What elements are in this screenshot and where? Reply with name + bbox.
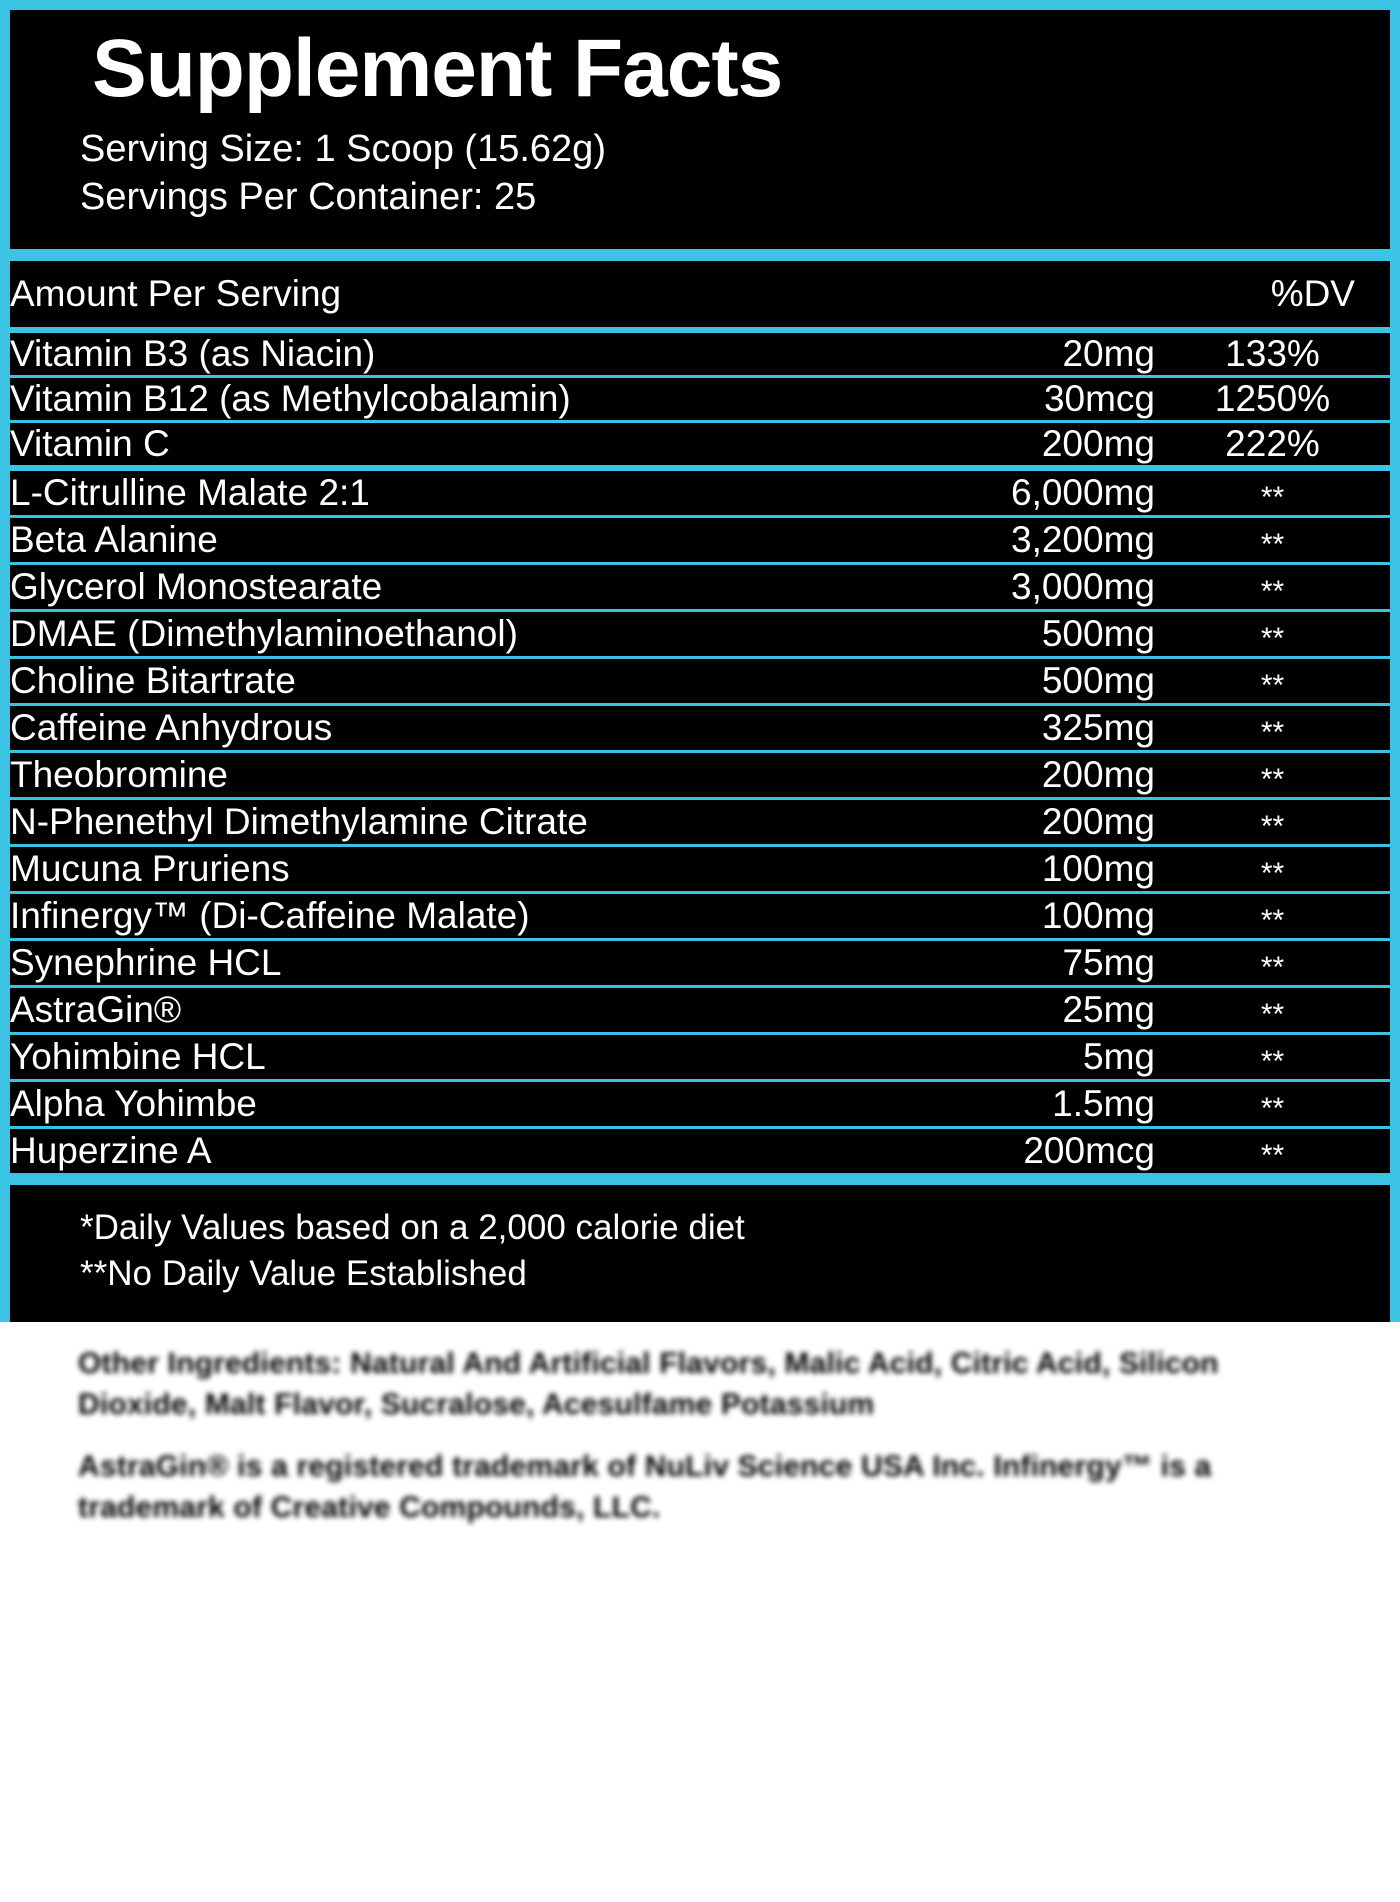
footnote-no-dv: **No Daily Value Established [80,1253,527,1293]
ingredient-amount: 75mg [1062,942,1155,984]
table-row [10,846,1390,893]
ingredient-amount: 500mg [1041,613,1155,655]
table-row [10,330,1390,377]
ingredient-dv: ** [1260,951,1285,985]
ingredient-dv: ** [1260,528,1285,562]
ingredient-dv: ** [1260,575,1285,609]
ingredient-dv: ** [1260,857,1285,891]
ingredient-name: Vitamin C [10,423,170,465]
ingredient-name: AstraGin® [10,989,182,1031]
ingredient-dv: ** [1260,998,1285,1032]
ingredient-dv: 1250% [1214,378,1331,420]
ingredient-name: N-Phenethyl Dimethylamine Citrate [10,801,588,843]
ingredient-dv: ** [1260,622,1285,656]
ingredient-amount: 3,200mg [1011,519,1155,561]
table-row [10,422,1390,469]
ingredient-amount: 30mcg [1043,378,1155,420]
table-row [10,377,1390,422]
ingredient-name: L-Citrulline Malate 2:1 [10,472,370,514]
ingredient-amount: 200mg [1041,423,1155,465]
serving-size: Serving Size: 1 Scoop (15.62g) [80,128,606,171]
ingredient-dv: ** [1260,763,1285,797]
other-ingredients-text: Other Ingredients: Natural And Artificial Flavors, Malic Acid, Citric Acid, Silicon Dioxide, Malt Flavor, Sucralose, Acesulfame Potassium [78,1347,1219,1421]
ingredient-amount: 100mg [1041,848,1155,890]
ingredient-name: Glycerol Monostearate [10,566,383,608]
ingredient-amount: 200mg [1041,754,1155,796]
ingredient-name: Yohimbine HCL [10,1036,266,1078]
footnotes-block [10,1185,1390,1322]
ingredient-dv: ** [1260,1045,1285,1079]
table-row [10,799,1390,846]
ingredient-amount: 6,000mg [1011,472,1155,514]
header-divider [10,249,1390,261]
ingredient-dv: ** [1260,481,1285,515]
ingredient-amount: 325mg [1041,707,1155,749]
nutrition-table-block [10,261,1390,1173]
page-title: Supplement Facts [92,23,783,114]
table-row [10,1081,1390,1128]
ingredient-dv: ** [1260,1139,1285,1173]
table-row [10,752,1390,799]
ingredient-dv: ** [1260,716,1285,750]
table-row [10,564,1390,611]
table-header-row [10,261,1390,330]
table-row [10,658,1390,705]
table-row [10,468,1390,517]
table-row [10,611,1390,658]
table-row [10,1034,1390,1081]
ingredient-dv: 222% [1225,423,1320,465]
table-row [10,1128,1390,1174]
ingredient-name: Theobromine [10,754,229,796]
footer-divider [10,1173,1390,1185]
ingredient-name: Mucuna Pruriens [10,848,290,890]
table-row [10,517,1390,564]
label-header [10,10,1390,249]
ingredient-amount: 25mg [1062,989,1155,1031]
ingredient-name: Huperzine A [10,1130,212,1172]
ingredient-amount: 200mcg [1023,1130,1155,1172]
ingredient-name: Alpha Yohimbe [10,1083,257,1125]
footnote-daily-values: *Daily Values based on a 2,000 calorie diet [80,1208,745,1248]
ingredient-amount: 500mg [1041,660,1155,702]
trademark-text: AstraGin® is a registered trademark of NuLiv Science USA Inc. Infinergy™ is a trademark of Creative Compounds, LLC. [78,1450,1212,1524]
ingredient-name: DMAE (Dimethylaminoethanol) [10,613,518,655]
table-row [10,893,1390,940]
ingredient-name: Infinergy™ (Di-Caffeine Malate) [10,895,530,937]
ingredient-name: Beta Alanine [10,519,218,561]
ingredient-name: Caffeine Anhydrous [10,707,333,749]
ingredient-dv: ** [1260,669,1285,703]
column-header-amount: Amount Per Serving [10,273,342,315]
ingredient-dv: 133% [1225,333,1320,375]
ingredient-name: Synephrine HCL [10,942,282,984]
servings-per-container: Servings Per Container: 25 [80,175,537,218]
table-row [10,940,1390,987]
ingredient-name: Vitamin B3 (as Niacin) [10,333,376,375]
table-row [10,705,1390,752]
ingredient-dv: ** [1260,904,1285,938]
legal-block [0,1322,1400,1538]
ingredient-amount: 20mg [1062,333,1155,375]
column-header-spacer [905,261,1155,330]
ingredient-amount: 1.5mg [1052,1083,1155,1125]
ingredient-dv: ** [1260,1092,1285,1126]
nutrition-table [10,261,1390,1173]
ingredient-amount: 5mg [1083,1036,1155,1078]
ingredient-name: Vitamin B12 (as Methylcobalamin) [10,378,571,420]
ingredient-amount: 3,000mg [1011,566,1155,608]
ingredient-amount: 200mg [1041,801,1155,843]
ingredient-amount: 100mg [1041,895,1155,937]
table-row [10,987,1390,1034]
ingredient-name: Choline Bitartrate [10,660,296,702]
column-header-dv: %DV [1270,273,1355,315]
ingredient-dv: ** [1260,810,1285,844]
